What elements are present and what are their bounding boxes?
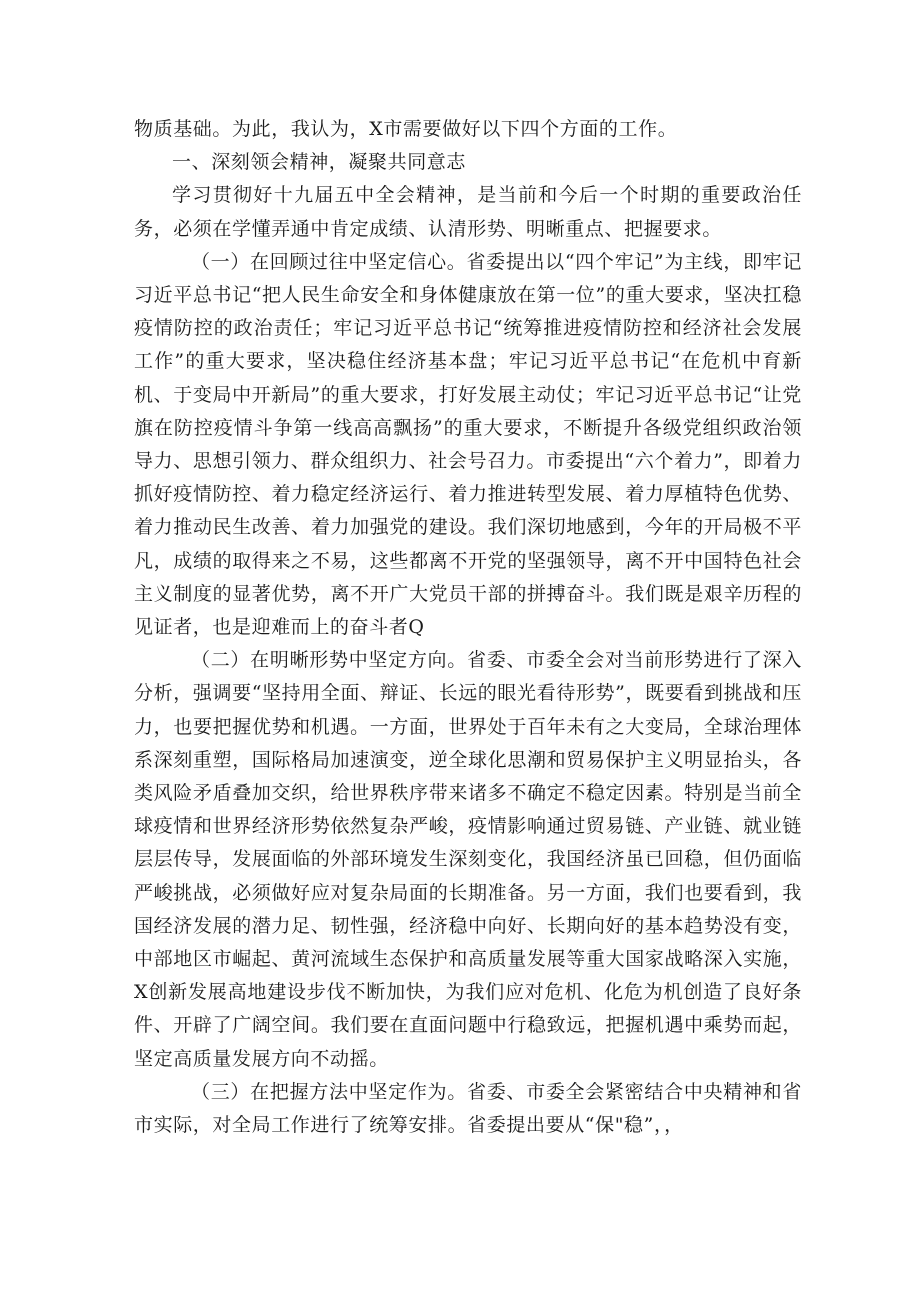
paragraph-intro: 学习贯彻好十九届五中全会精神，是当前和今后一个时期的重要政治任务，必须在学懂弄通中肯定成绩、认清形势、明晰重点、把握要求。 — [134, 184, 802, 240]
paragraph-continuation: 物质基础。为此，我认为，X市需要做好以下四个方面的工作。 — [134, 118, 678, 140]
paragraph-subsection-3: （三）在把握方法中坚定作为。省委、市委全会紧密结合中央精神和省市实际，对全局工作进行了统筹安排。省委提出要从“保"稳”，， — [134, 1080, 802, 1137]
section-heading: 一、深刻领会精神，凝聚共同意志 — [172, 151, 467, 174]
document-body — [134, 113, 802, 1142]
paragraph-subsection-2: （二）在明晰形势中坚定方向。省委、市委全会对当前形势进行了深入分析，强调要“坚持用全面、辩证、长远的眼光看待形势”，既要看到挑战和压力，也要把握优势和机遇。一方面，世界处于百年未有之大变局，全球治理体系深刻重塑，国际格局加速演变，逆全球化思潮和贸易保护主义明显抬头，各类风险矛盾叠加交织，给世界秩序带来诸多不确定不稳定因素。特别是当前全球疫情和世界经济形势依然复杂严峻，疫情影响通过贸易链、产业链、就业链层层传导，发展面临的外部环境发生深刻变化，我国经济虽已回稳，但仍面临严峻挑战，必须做好应对复杂局面的长期准备。另一方面，我们也要看到，我国经济发展的潜力足、韧性强，经济稳中向好、长期向好的基本趋势没有变，中部地区市崛起、黄河流域生态保护和高质量发展等重大国家战略深入实施，X创新发展高地建设步伐不断加快，为我们应对危机、化危为机创造了良好条件、开辟了广阔空间。我们要在直面问题中行稳致远，把握机遇中乘势而起，坚定高质量发展方向不动摇。 — [134, 649, 802, 1070]
paragraph-subsection-1: （一）在回顾过往中坚定信心。省委提出以“四个牢记”为主线，即牢记习近平总书记“把人民生命安全和身体健康放在第一位”的重大要求，坚决扛稳疫情防控的政治责任；牢记习近平总书记“统筹推进疫情防控和经济社会发展工作”的重大要求，坚决稳住经济基本盘；牢记习近平总书记“在危机中育新机、于变局中开新局”的重大要求，打好发展主动仗；牢记习近平总书记“让党旗在防控疫情斗争第一线高高飘扬”的重大要求，不断提升各级党组织政治领导力、思想引领力、群众组织力、社会号召力。市委提出“六个着力”，即着力抓好疫情防控、着力稳定经济运行、着力推进转型发展、着力厚植特色优势、着力推动民生改善、着力加强党的建设。我们深切地感到，今年的开局极不平凡，成绩的取得来之不易，这些都离不开党的坚强领导，离不开中国特色社会主义制度的显著优势，离不开广大党员干部的拼搏奋斗。我们既是艰辛历程的见证者，也是迎难而上的奋斗者Q — [134, 250, 802, 639]
